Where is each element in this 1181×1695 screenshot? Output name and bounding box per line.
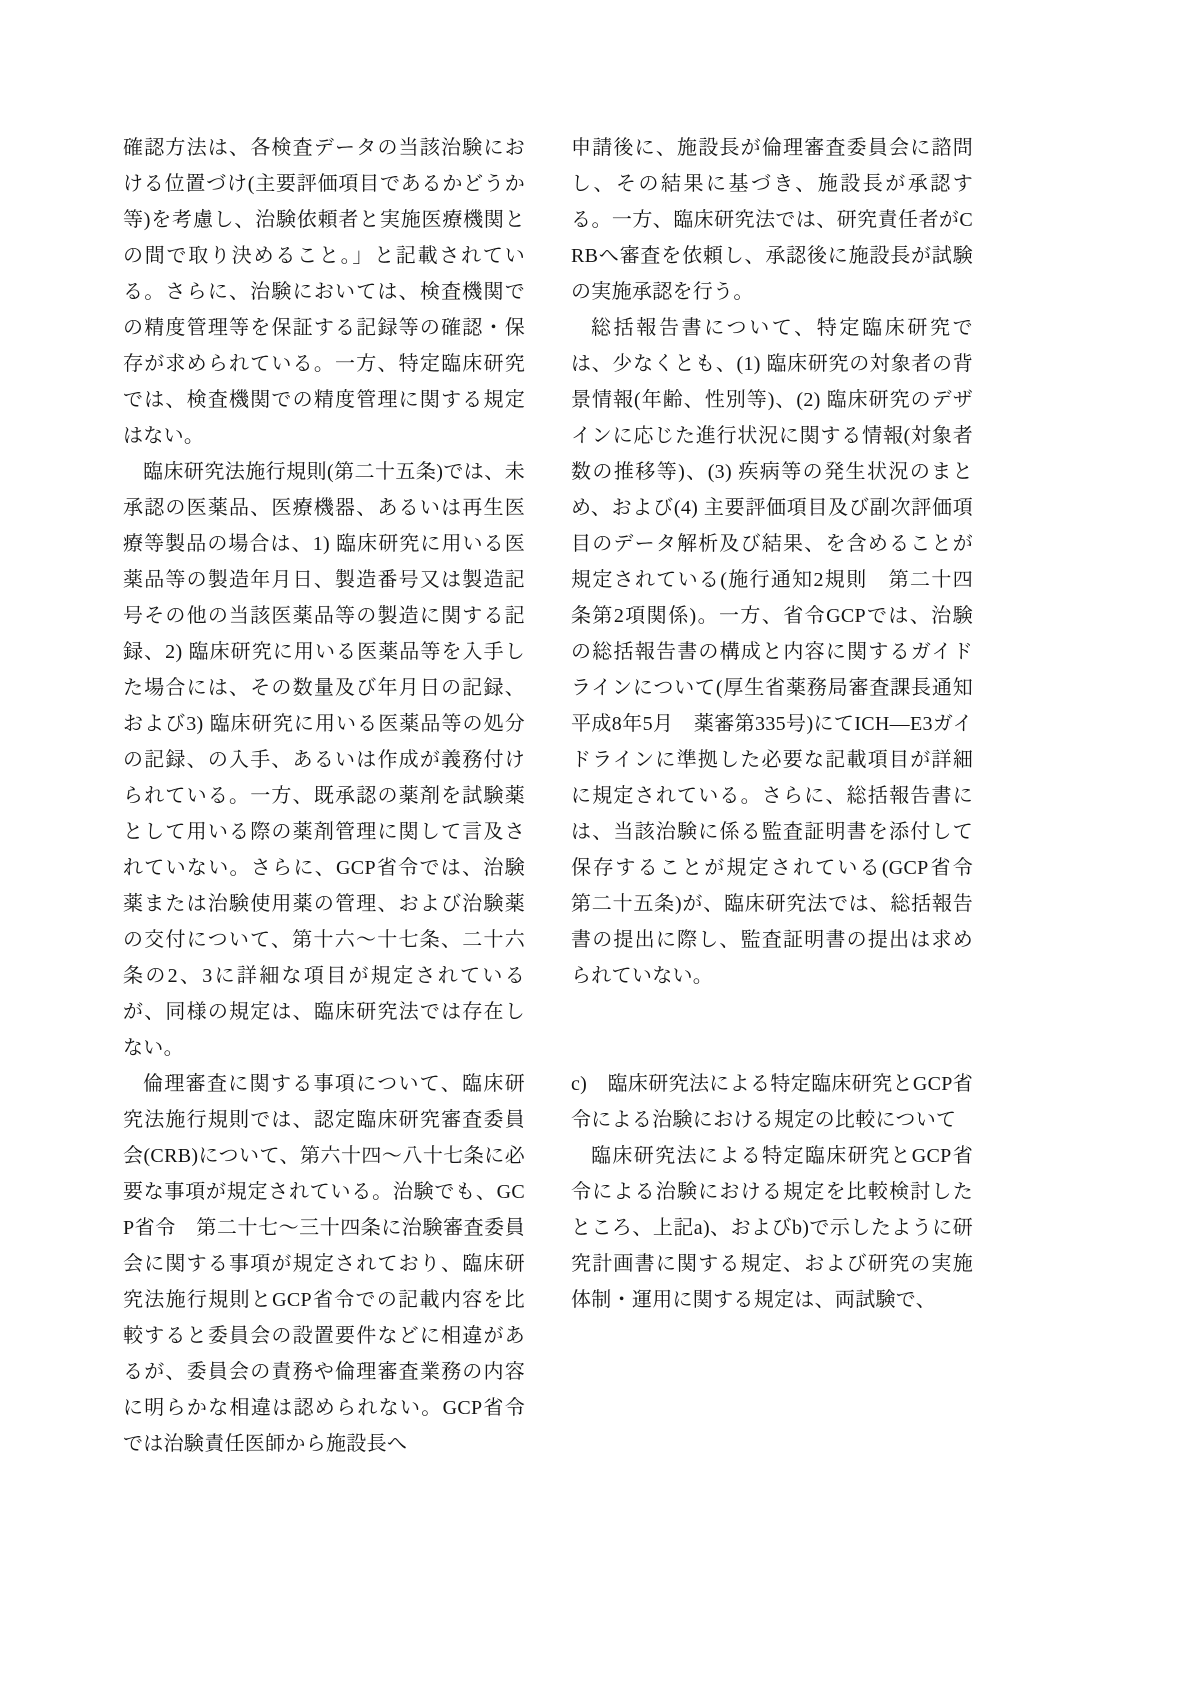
paragraph: 総括報告書について、特定臨床研究では、少なくとも、(1) 臨床研究の対象者の背景情報(年齢、性別等)、(2) 臨床研究のデザインに応じた進行状況に関する情報(対象者数の推移等)、(3) 疾病等の発生状況のまとめ、および(4) 主要評価項目及び副次評価項目のデータ解析及び結果、を含めることが規定されている(施行通知2規則 第二十四条第2項関係)。一方、省令GCPでは、治験の総括報告書の構成と内容に関するガイドラインについて(厚生省薬務局審査課長通知 平成8年5月 薬審第335号)にてICH―E3ガイドラインに準拠した必要な記載項目が詳細に規定されている。さらに、総括報告書には、当該治験に係る監査証明書を添付して保存することが規定されている(GCP省令 第二十五条)が、臨床研究法では、総括報告書の提出に際し、監査証明書の提出は求められていない。 xyxy=(571,317,994,987)
paragraph: 臨床研究法施行規則(第二十五条)では、未承認の医薬品、医療機器、あるいは再生医療等製品の場合は、1) 臨床研究に用いる医薬品等の製造年月日、製造番号又は製造記号その他の当該医薬品等の製造に関する記録、2) 臨床研究に用いる医薬品等を入手した場合には、その数量及び年月日の記録、および3) 臨床研究に用いる医薬品等の処分の記録、の入手、あるいは作成が義務付けられている。一方、既承認の薬剤を試験薬として用いる際の薬剤管理に関して言及されていない。さらに、GCP省令では、治験薬または治験使用薬の管理、および治験薬の交付について、第十六〜十七条、二十六条の2、3に詳細な項目が規定されているが、同様の規定は、臨床研究法では存在しない。 xyxy=(123,461,525,1059)
two-column-layout xyxy=(123,130,1181,1462)
section-heading: c) 臨床研究法による特定臨床研究とGCP省令による治験における規定の比較について xyxy=(571,1073,973,1131)
paragraph: 臨床研究法による特定臨床研究とGCP省令による治験における規定を比較検討したところ、上記a)、およびb)で示したように研究計画書に関する規定、および研究の実施体制・運用に関する規定は、両試験で、 xyxy=(571,1145,973,1311)
paragraph-continuation: 確認方法は、各検査データの当該治験における位置づけ(主要評価項目であるかどうか等)を考慮し、治験依頼者と実施医療機関との間で取り決めること。」と記載されている。さらに、治験においては、検査機関での精度管理等を保証する記録等の確認・保存が求められている。一方、特定臨床研究では、検査機関での精度管理に関する規定はない。 xyxy=(123,137,525,447)
right-column xyxy=(571,130,994,1462)
paragraph: 倫理審査に関する事項について、臨床研究法施行規則では、認定臨床研究審査委員会(CRB)について、第六十四〜八十七条に必要な事項が規定されている。治験でも、GCP省令 第二十七〜三十四条に治験審査委員会に関する事項が規定されており、臨床研究法施行規則とGCP省令での記載内容を比較すると委員会の設置要件などに相違があるが、委員会の責務や倫理審査業務の内容に明らかな相違は認められない。GCP省令では治験責任医師から施設長へ xyxy=(123,1073,525,1455)
paragraph-continuation: 申請後に、施設長が倫理審査委員会に諮問し、その結果に基づき、施設長が承認する。一方、臨床研究法では、研究責任者がCRBへ審査を依頼し、承認後に施設長が試験の実施承認を行う。 xyxy=(571,137,973,303)
left-column xyxy=(123,130,525,1462)
